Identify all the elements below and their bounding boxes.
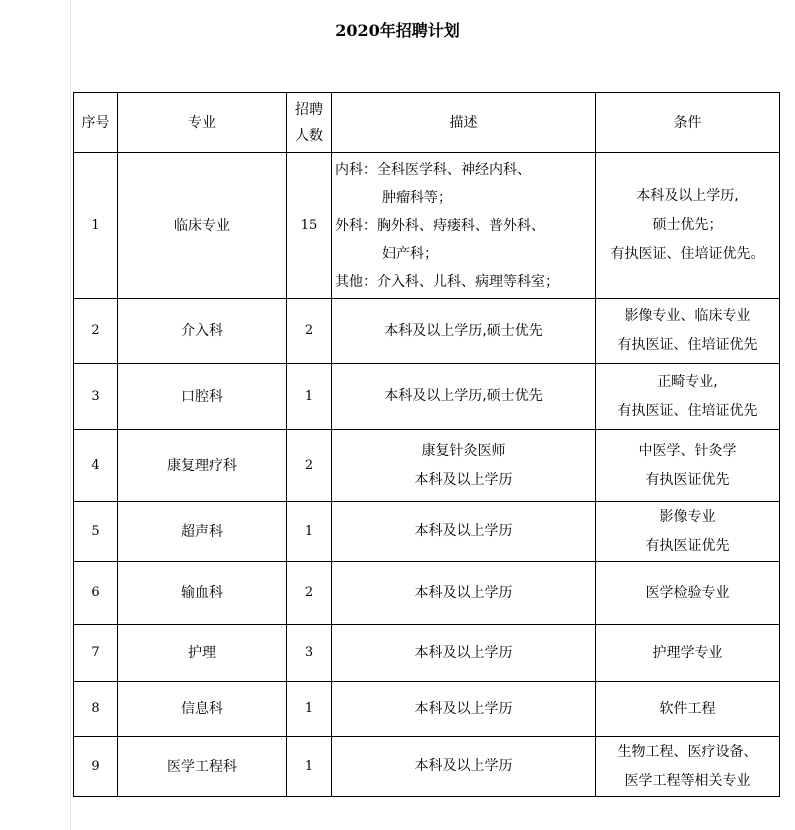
table-row: [74, 502, 780, 562]
desc-line: 外科：胸外科、痔瘘科、普外科、: [335, 217, 545, 234]
desc-line: 本科及以上学历: [414, 523, 513, 539]
desc-line: 本科及以上学历: [414, 644, 513, 661]
cell-desc: [332, 682, 596, 737]
cell-count: 1: [287, 737, 332, 797]
desc-line: 本科及以上学历: [414, 758, 513, 774]
cond-line: 生物工程、医疗设备、: [617, 743, 758, 760]
cell-count: 1: [287, 364, 332, 430]
cond-line: 影像专业、临床专业: [624, 308, 751, 324]
cond-line: 正畸专业,: [657, 373, 718, 390]
cell-cond: [596, 502, 780, 562]
cond-line: 医学工程等相关专业: [624, 772, 751, 789]
header-seq: 序号: [74, 93, 118, 153]
desc-line: 本科及以上学历,硕士优先: [384, 322, 543, 339]
cond-line: 影像专业: [659, 508, 716, 525]
cell-major: 护理: [118, 625, 287, 682]
cell-count: 2: [287, 430, 332, 502]
header-count: [287, 93, 332, 153]
cell-major: 康复理疗科: [118, 430, 287, 502]
table-row: [74, 562, 780, 625]
page-margin-rule: [70, 0, 71, 830]
cell-cond: [596, 153, 780, 299]
desc-line: 妇产科；: [382, 245, 438, 262]
header-count-line2: 人数: [295, 127, 323, 144]
cell-count: 15: [287, 153, 332, 299]
cell-major: 信息科: [118, 682, 287, 737]
cell-desc: [332, 562, 596, 625]
cell-seq: 5: [74, 502, 118, 562]
desc-line: 本科及以上学历: [414, 584, 513, 601]
cell-major: 输血科: [118, 562, 287, 625]
cell-desc: [332, 737, 596, 797]
cell-count: 3: [287, 625, 332, 682]
cond-line: 有执医证优先: [645, 471, 730, 488]
cell-desc: [332, 299, 596, 364]
cond-line: 护理学专业: [652, 644, 723, 661]
cond-line: 软件工程: [659, 700, 716, 717]
cell-seq: 8: [74, 682, 118, 737]
cell-major: 介入科: [118, 299, 287, 364]
desc-line: 本科及以上学历: [414, 471, 513, 488]
cell-cond: [596, 562, 780, 625]
cell-count: 2: [287, 562, 332, 625]
cell-count: 1: [287, 502, 332, 562]
cell-seq: 7: [74, 625, 118, 682]
cell-desc: [332, 502, 596, 562]
cell-seq: 1: [74, 153, 118, 299]
cell-cond: [596, 364, 780, 430]
cell-seq: 4: [74, 430, 118, 502]
desc-line: 肿瘤科等；: [382, 189, 452, 206]
cell-seq: 2: [74, 299, 118, 364]
header-desc: 描述: [332, 93, 596, 153]
desc-line: 本科及以上学历,硕士优先: [384, 388, 543, 404]
recruitment-table: [73, 92, 780, 797]
cell-desc: [332, 625, 596, 682]
table-row: [74, 737, 780, 797]
cell-cond: [596, 737, 780, 797]
table-row: [74, 430, 780, 502]
desc-line: 其他：介入科、儿科、病理等科室；: [335, 273, 559, 290]
cell-count: 1: [287, 682, 332, 737]
table-header-row: [74, 93, 780, 153]
desc-line: 本科及以上学历: [414, 700, 513, 717]
cell-desc: [332, 364, 596, 430]
cond-line: 有执医证优先: [645, 537, 730, 554]
cell-desc: [332, 430, 596, 502]
table-row: [74, 625, 780, 682]
cell-count: 2: [287, 299, 332, 364]
cond-line: 医学检验专业: [645, 584, 730, 601]
table-row: [74, 682, 780, 737]
cell-cond: [596, 299, 780, 364]
table-row: [74, 364, 780, 430]
cell-major: 超声科: [118, 502, 287, 562]
cond-line: 有执医证、住培证优先: [617, 402, 758, 419]
cell-cond: [596, 430, 780, 502]
desc-line: 内科：全科医学科、神经内科、: [335, 161, 531, 178]
page-title: 2020年招聘计划: [335, 21, 460, 40]
header-count-line1: 招聘: [295, 101, 323, 118]
cell-seq: 3: [74, 364, 118, 430]
cell-major: 医学工程科: [118, 737, 287, 797]
cond-line: 中医学、针灸学: [638, 442, 737, 459]
cell-major: 口腔科: [118, 364, 287, 430]
cond-line: 硕士优先；: [652, 217, 723, 233]
cell-cond: [596, 625, 780, 682]
cell-cond: [596, 682, 780, 737]
cell-major: 临床专业: [118, 153, 287, 299]
header-cond: 条件: [596, 93, 780, 153]
desc-line: 康复针灸医师: [421, 442, 506, 459]
cond-line: 有执医证、住培证优先: [617, 337, 758, 353]
cell-seq: 6: [74, 562, 118, 625]
header-major: 专业: [118, 93, 287, 153]
cell-desc: [332, 153, 596, 299]
cell-seq: 9: [74, 737, 118, 797]
table-row: [74, 153, 780, 299]
cond-line: 本科及以上学历,: [636, 188, 739, 204]
cond-line: 有执医证、住培证优先。: [610, 246, 765, 262]
table-row: [74, 299, 780, 364]
